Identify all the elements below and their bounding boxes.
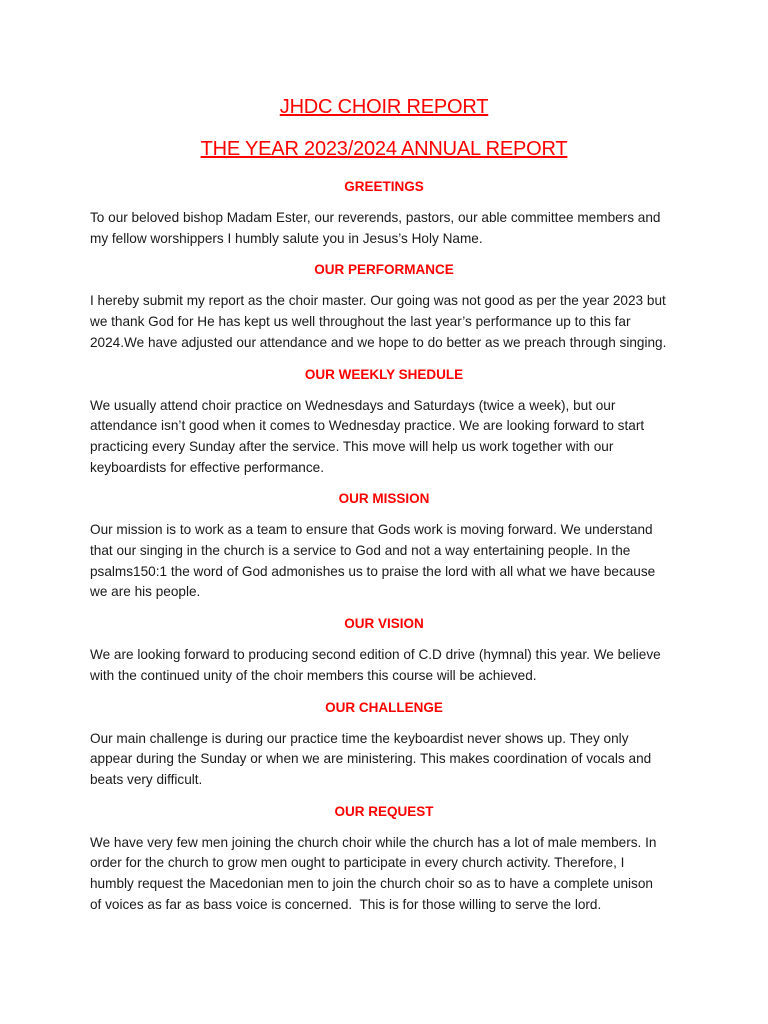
paragraph-line: We are looking forward to producing second edition of C.D drive (hymnal) this year. We believe	[90, 647, 661, 663]
section-paragraph	[90, 520, 678, 603]
paragraph-line: that our singing in the church is a service to God and not a way entertaining people. In the	[90, 543, 631, 559]
paragraph-line: we are his people.	[90, 584, 201, 600]
section-heading: OUR PERFORMANCE	[314, 262, 454, 278]
paragraph-line: of voices as far as bass voice is concerned. This is for those willing to serve the lord.	[90, 896, 602, 912]
paragraph-line: To our beloved bishop Madam Ester, our reverends, pastors, our able committee members and	[90, 210, 661, 225]
paragraph-line: 2024.We have adjusted our attendance and we hope to do better as we preach through singing.	[90, 334, 667, 350]
paragraph-line: humbly request the Macedonian men to join the church choir so as to have a complete unison	[90, 876, 653, 892]
section-paragraph	[90, 291, 678, 353]
paragraph-line: keyboardists for effective performance.	[90, 459, 324, 475]
section-heading: OUR VISION	[344, 616, 424, 632]
paragraph-line: We usually attend choir practice on Wednesdays and Saturdays (twice a week), but our	[90, 397, 616, 413]
paragraph-line: psalms150:1 the word of God admonishes us to praise the lord with all what we have because	[90, 563, 656, 579]
section-paragraph	[90, 833, 678, 916]
section-paragraph	[90, 729, 678, 791]
section-heading: GREETINGS	[344, 179, 424, 194]
paragraph-line: Our main challenge is during our practice time the keyboardist never shows up. They only	[90, 730, 629, 746]
document-title: JHDC CHOIR REPORT	[279, 96, 489, 118]
paragraph-line: practicing every Sunday after the service. This move will help us work together with our	[90, 438, 614, 454]
paragraph-line: appear during the Sunday or when we are ministering. This makes coordination of vocals and	[90, 751, 652, 767]
section-paragraph	[90, 645, 678, 686]
paragraph-line: I hereby submit my report as the choir master. Our going was not good as per the year 2023 but	[90, 293, 666, 309]
paragraph-line: attendance isn’t good when it comes to Wednesday practice. We are looking forward to start	[90, 418, 645, 434]
section-paragraph	[90, 396, 678, 479]
section-heading: OUR WEEKLY SHEDULE	[304, 366, 464, 382]
paragraph-line: We have very few men joining the church choir while the church has a lot of male members. In	[90, 834, 657, 850]
section-heading: OUR MISSION	[338, 491, 430, 507]
paragraph-line: Our mission is to work as a team to ensure that Gods work is moving forward. We understand	[90, 522, 653, 538]
paragraph-line: beats very difficult.	[90, 771, 203, 787]
paragraph-line: we thank God for He has kept us well throughout the last year’s performance up to this far	[90, 314, 631, 330]
section-heading: OUR CHALLENGE	[325, 699, 443, 715]
section-paragraph	[90, 208, 678, 249]
paragraph-line: order for the church to grow men ought to participate in every church activity. Therefore, I	[90, 855, 625, 871]
section-heading: OUR REQUEST	[334, 803, 434, 819]
paragraph-line: with the continued unity of the choir members this course will be achieved.	[90, 667, 537, 683]
paragraph-line: my fellow worshippers I humbly salute you in Jesus’s Holy Name.	[90, 230, 483, 246]
document-subtitle: THE YEAR 2023/2024 ANNUAL REPORT	[200, 138, 568, 160]
report-sections	[90, 178, 678, 915]
